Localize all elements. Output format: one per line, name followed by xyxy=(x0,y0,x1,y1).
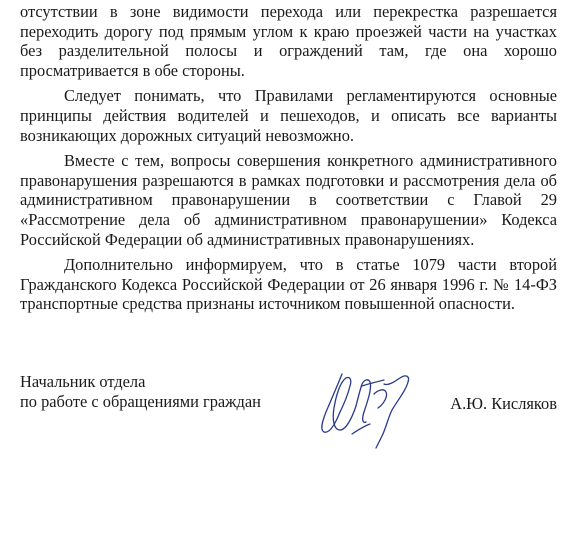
signatory-title xyxy=(20,372,261,411)
signatory-title-line-2: по работе с обращениями граждан xyxy=(20,391,261,411)
paragraph-3: Вместе с тем, вопросы совершения конкретного административного правонарушения разрешаются в рамках подготовки и рассмотрения дела об административном правонарушении в соответствии с Главой 29 «Рассмотрение дела об административном правонарушении» Кодекса Российской Федерации об административных правонарушениях. xyxy=(20,151,557,249)
paragraph-2: Следует понимать, что Правилами регламентируются основные принципы действия водителей и пешеходов, и описать все варианты возникающих дорожных ситуаций невозможно. xyxy=(20,86,557,145)
signatory-name: А.Ю. Кисляков xyxy=(450,394,557,413)
signature-block xyxy=(20,372,557,462)
paragraph-1: отсутствии в зоне видимости перехода или перекрестка разрешается переходить дорогу под прямым углом к краю проезжей части на участках без разделительной полосы и ограждений там, где она хорошо просматривается в обе стороны. xyxy=(20,2,557,80)
paragraph-4: Дополнительно информируем, что в статье 1079 части второй Гражданского Кодекса Российской Федерации от 26 января 1996 г. № 14-ФЗ транспортные средства признаны источником повышенной опасности. xyxy=(20,255,557,314)
signatory-title-line-1: Начальник отдела xyxy=(20,372,146,391)
handwritten-signature xyxy=(312,364,422,454)
document-body xyxy=(20,2,557,314)
